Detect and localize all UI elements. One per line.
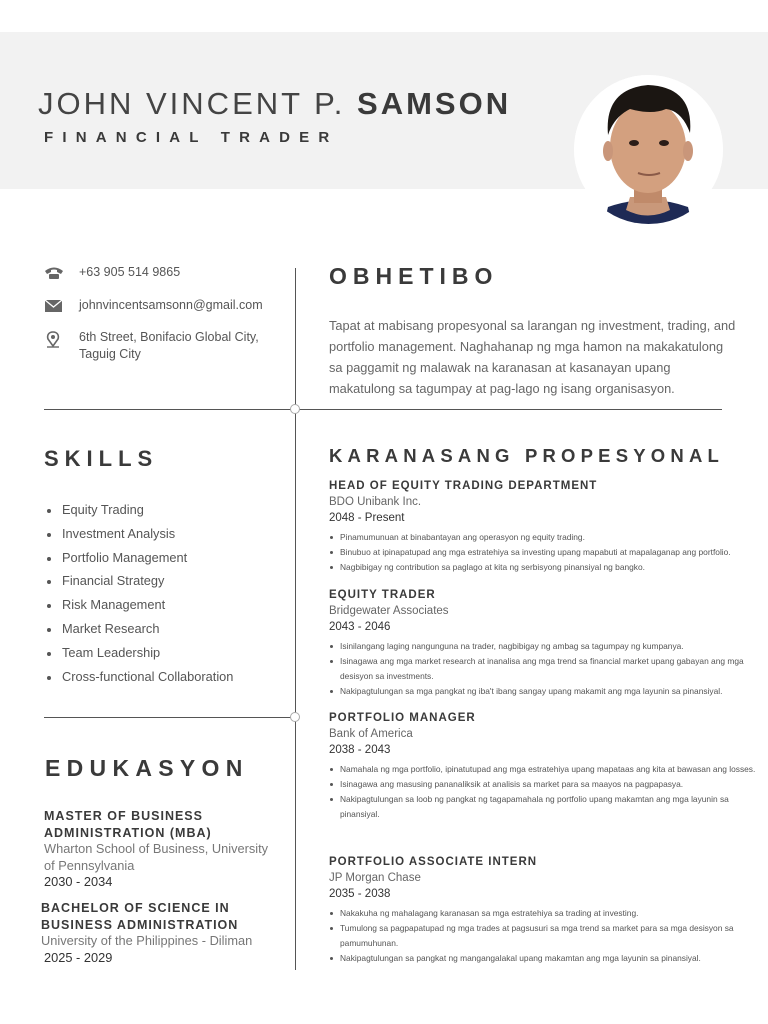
list-item: Tumulong sa pagpapatupad ng mga trades at pagsusuri sa mga trend sa market para sa mga desisyon sa pamumuhunan.: [329, 921, 759, 951]
objective-heading: OBHETIBO: [329, 263, 499, 289]
list-item: Isinagawa ang masusing pananaliksik at analisis sa market para sa maayos na pagpapasya.: [329, 777, 759, 792]
list-item: Isinagawa ang mga market research at inanalisa ang mga trend sa financial market upang gabayan ang mga desisyon sa investments.: [329, 654, 759, 684]
skills-list: [44, 502, 233, 692]
divider-left: [44, 717, 295, 718]
company: Bank of America: [329, 728, 413, 740]
list-item: Risk Management: [44, 597, 233, 621]
divider-node: [290, 404, 300, 414]
job-title: PORTFOLIO ASSOCIATE INTERN: [329, 856, 538, 868]
list-item: Market Research: [44, 621, 233, 645]
job-entry: [329, 479, 759, 575]
divider-node: [290, 712, 300, 722]
list-item: Portfolio Management: [44, 550, 233, 574]
education-heading: EDUKASYON: [45, 755, 249, 781]
phone-icon: [44, 266, 64, 282]
list-item: Team Leadership: [44, 645, 233, 669]
years: 2025 - 2029: [44, 949, 113, 965]
divider-top: [44, 409, 722, 410]
degree: MASTER OF BUSINESS ADMINISTRATION (MBA): [44, 809, 212, 840]
years: 2030 - 2034: [44, 874, 113, 889]
address: 6th Street, Bonifacio Global City, Taguig City: [79, 330, 259, 361]
experience-heading: KARANASANG PROPESYONAL: [329, 445, 725, 466]
job-title: FINANCIAL TRADER: [44, 129, 339, 146]
job-entry: [329, 855, 759, 966]
list-item: Investment Analysis: [44, 526, 233, 550]
list-item: Nakipagtulungan sa mga pangkat ng iba't ibang sangay upang makamit ang mga layunin sa pinansiyal.: [329, 684, 759, 699]
company: JP Morgan Chase: [329, 872, 421, 884]
candidate-name: [38, 86, 511, 122]
list-item: Equity Trading: [44, 502, 233, 526]
education-entry: [44, 808, 279, 891]
job-title: HEAD OF EQUITY TRADING DEPARTMENT: [329, 480, 598, 492]
list-item: Binubuo at ipinapatupad ang mga estratehiya sa investing upang mapabuti at mapalaganap ang portfolio.: [329, 545, 759, 560]
email-icon: [44, 299, 64, 315]
job-title: PORTFOLIO MANAGER: [329, 712, 476, 724]
degree: BACHELOR OF SCIENCE IN BUSINESS ADMINISTRATION: [41, 901, 239, 932]
years: 2038 - 2043: [329, 744, 391, 756]
years: 2043 - 2046: [329, 621, 391, 633]
years: 2048 - Present: [329, 512, 405, 524]
company: BDO Unibank Inc.: [329, 496, 422, 508]
profile-photo: [574, 75, 723, 224]
list-item: Isinilangang laging nangunguna na trader, nagbibigay ng ambag sa tagumpay ng kumpanya.: [329, 639, 759, 654]
list-item: Nakakuha ng mahalagang karanasan sa mga estratehiya sa trading at investing.: [329, 906, 759, 921]
phone-number[interactable]: +63 905 514 9865: [79, 265, 181, 279]
email-address[interactable]: johnvincentsamsonn@gmail.com: [79, 298, 263, 312]
list-item: Nakipagtulungan sa loob ng pangkat ng tagapamahala ng portfolio upang makamtan ang mga layunin sa pinansiyal.: [329, 792, 759, 822]
years: 2035 - 2038: [329, 888, 391, 900]
company: Bridgewater Associates: [329, 605, 449, 617]
list-item: Nagbibigay ng contribution sa paglago at kita ng serbisyong pinansiyal ng bangko.: [329, 560, 759, 575]
list-item: Financial Strategy: [44, 573, 233, 597]
vertical-divider: [295, 268, 296, 970]
job-entry: [329, 588, 759, 699]
job-entry: [329, 711, 759, 822]
school: University of the Philippines - Diliman: [41, 933, 253, 948]
name-last: SAMSON: [357, 86, 512, 121]
school: Wharton School of Business, University of Pennsylvania: [44, 841, 269, 873]
objective-text: Tapat at mabisang propesyonal sa larangan ng investment, trading, and portfolio management. Naghahanap ng mga hamon na makakatulong sa paggamit ng malawak na karanasan at kasanayan upang makatulong sa tagumpay at pag-lago ng isang organisasyon.: [329, 318, 736, 396]
location-icon: [44, 331, 64, 347]
list-item: Cross-functional Collaboration: [44, 669, 233, 693]
name-first: JOHN VINCENT P.: [38, 86, 346, 121]
education-entry: [41, 900, 291, 966]
list-item: Pinamumunuan at binabantayan ang operasyon ng equity trading.: [329, 530, 759, 545]
skills-heading: SKILLS: [44, 446, 159, 471]
job-title: EQUITY TRADER: [329, 589, 436, 601]
list-item: Nakipagtulungan sa pangkat ng mangangalakal upang makamtan ang mga layunin sa pinansiyal.: [329, 951, 759, 966]
list-item: Namahala ng mga portfolio, ipinatutupad ang mga estratehiya upang mapataas ang kita at bawasan ang losses.: [329, 762, 759, 777]
